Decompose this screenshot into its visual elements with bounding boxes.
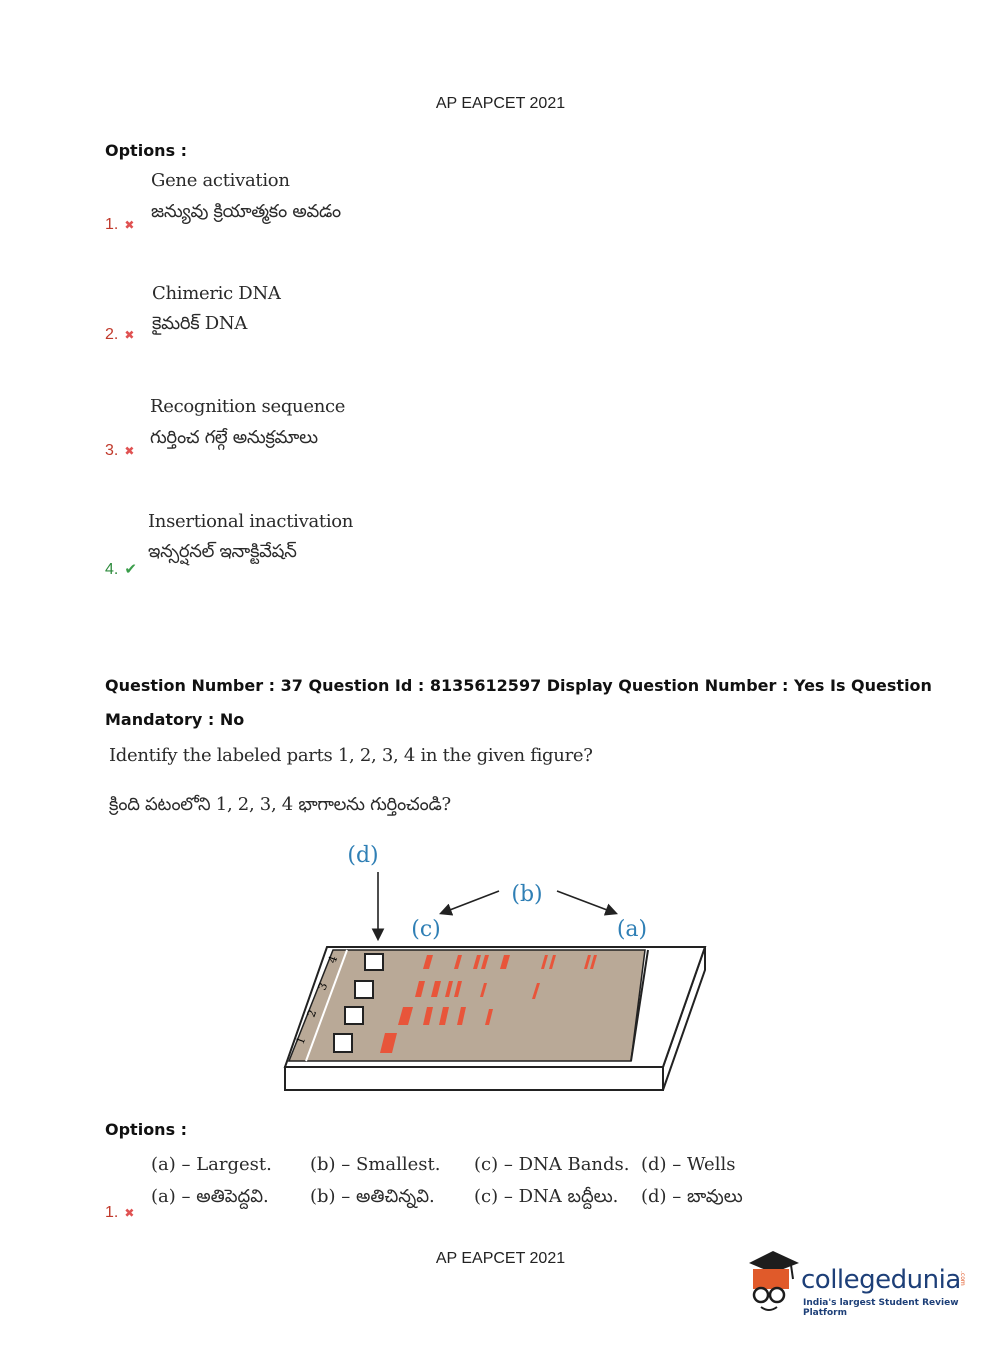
logo-suffix: .com xyxy=(959,1271,966,1286)
cross-icon: ✖ xyxy=(124,444,135,458)
arrow-to-a xyxy=(557,891,615,913)
figure-label-c: (c) xyxy=(411,917,441,942)
page-header: AP EAPCET 2021 xyxy=(435,95,566,112)
option-part-a-en: (a) – Largest. xyxy=(151,1154,272,1175)
option-text-en: Chimeric DNA xyxy=(152,283,281,304)
option-part-d-te: (d) – బావులు xyxy=(641,1186,743,1207)
page-footer: AP EAPCET 2021 xyxy=(435,1250,566,1267)
option-number: 2. ✖ xyxy=(105,326,135,343)
question-meta: Question Number : 37 Question Id : 8135612597 Display Question Number : Yes Is Question xyxy=(105,676,932,695)
option-part-b-te: (b) – అతిచిన్నవి. xyxy=(310,1186,435,1207)
option-part-b-en: (b) – Smallest. xyxy=(310,1154,441,1175)
option-text-te: కైమరిక్ DNA xyxy=(152,313,248,334)
figure-label-a: (a) xyxy=(616,917,648,942)
cross-icon: ✖ xyxy=(124,328,135,342)
gel-tray-front xyxy=(285,1067,663,1090)
well-2 xyxy=(345,1007,363,1024)
options-heading: Options : xyxy=(105,141,188,160)
question-mandatory: Mandatory : No xyxy=(105,710,245,729)
well-1 xyxy=(334,1034,352,1052)
well-3 xyxy=(355,981,373,998)
lane-number-4: 4 xyxy=(325,954,341,966)
cross-icon: ✖ xyxy=(124,1206,135,1220)
lane-number-3: 3 xyxy=(315,981,331,993)
option-text-te: జన్యువు క్రియాత్మకం అవడం xyxy=(151,201,341,222)
option-text-en: Recognition sequence xyxy=(150,396,346,417)
figure-label-b: (b) xyxy=(511,882,543,907)
question-text-te: క్రింది పటంలోని 1, 2, 3, 4 భాగాలను గుర్తించండి? xyxy=(109,794,451,815)
arrow-to-c xyxy=(442,891,499,913)
option-number: 3. ✖ xyxy=(105,442,135,459)
option-number: 4. ✔ xyxy=(105,561,137,578)
option-part-c-te: (c) – DNA బద్దీలు. xyxy=(474,1186,619,1207)
option-text-en: Gene activation xyxy=(151,170,290,191)
option-part-d-en: (d) – Wells xyxy=(641,1154,736,1175)
check-icon: ✔ xyxy=(124,561,137,578)
mascot-icon xyxy=(741,1249,801,1317)
option-number: 1. ✖ xyxy=(105,1204,135,1221)
options-heading: Options : xyxy=(105,1120,188,1139)
option-part-c-en: (c) – DNA Bands. xyxy=(474,1154,630,1175)
cross-icon: ✖ xyxy=(124,218,135,232)
option-text-te: ఇన్సర్షనల్ ఇనాక్టివేషన్ xyxy=(148,541,297,562)
option-text-te: గుర్తించ గల్గే అనుక్రమాలు xyxy=(150,427,318,448)
logo-wordmark: collegedunia xyxy=(801,1265,961,1295)
lane-number-2: 2 xyxy=(304,1008,320,1020)
lane-number-1: 1 xyxy=(293,1035,309,1047)
logo-tagline: India's largest Student Review Platform xyxy=(803,1298,959,1318)
option-text-en: Insertional inactivation xyxy=(148,511,354,532)
question-text-en: Identify the labeled parts 1, 2, 3, 4 in the given figure? xyxy=(109,745,593,766)
gel-electrophoresis-figure xyxy=(275,835,715,1100)
figure-label-d: (d) xyxy=(347,843,379,868)
option-part-a-te: (a) – అతిపెద్దవి. xyxy=(151,1186,269,1207)
collegedunia-logo[interactable] xyxy=(741,1249,971,1319)
option-number: 1. ✖ xyxy=(105,216,135,233)
well-4 xyxy=(365,954,383,970)
